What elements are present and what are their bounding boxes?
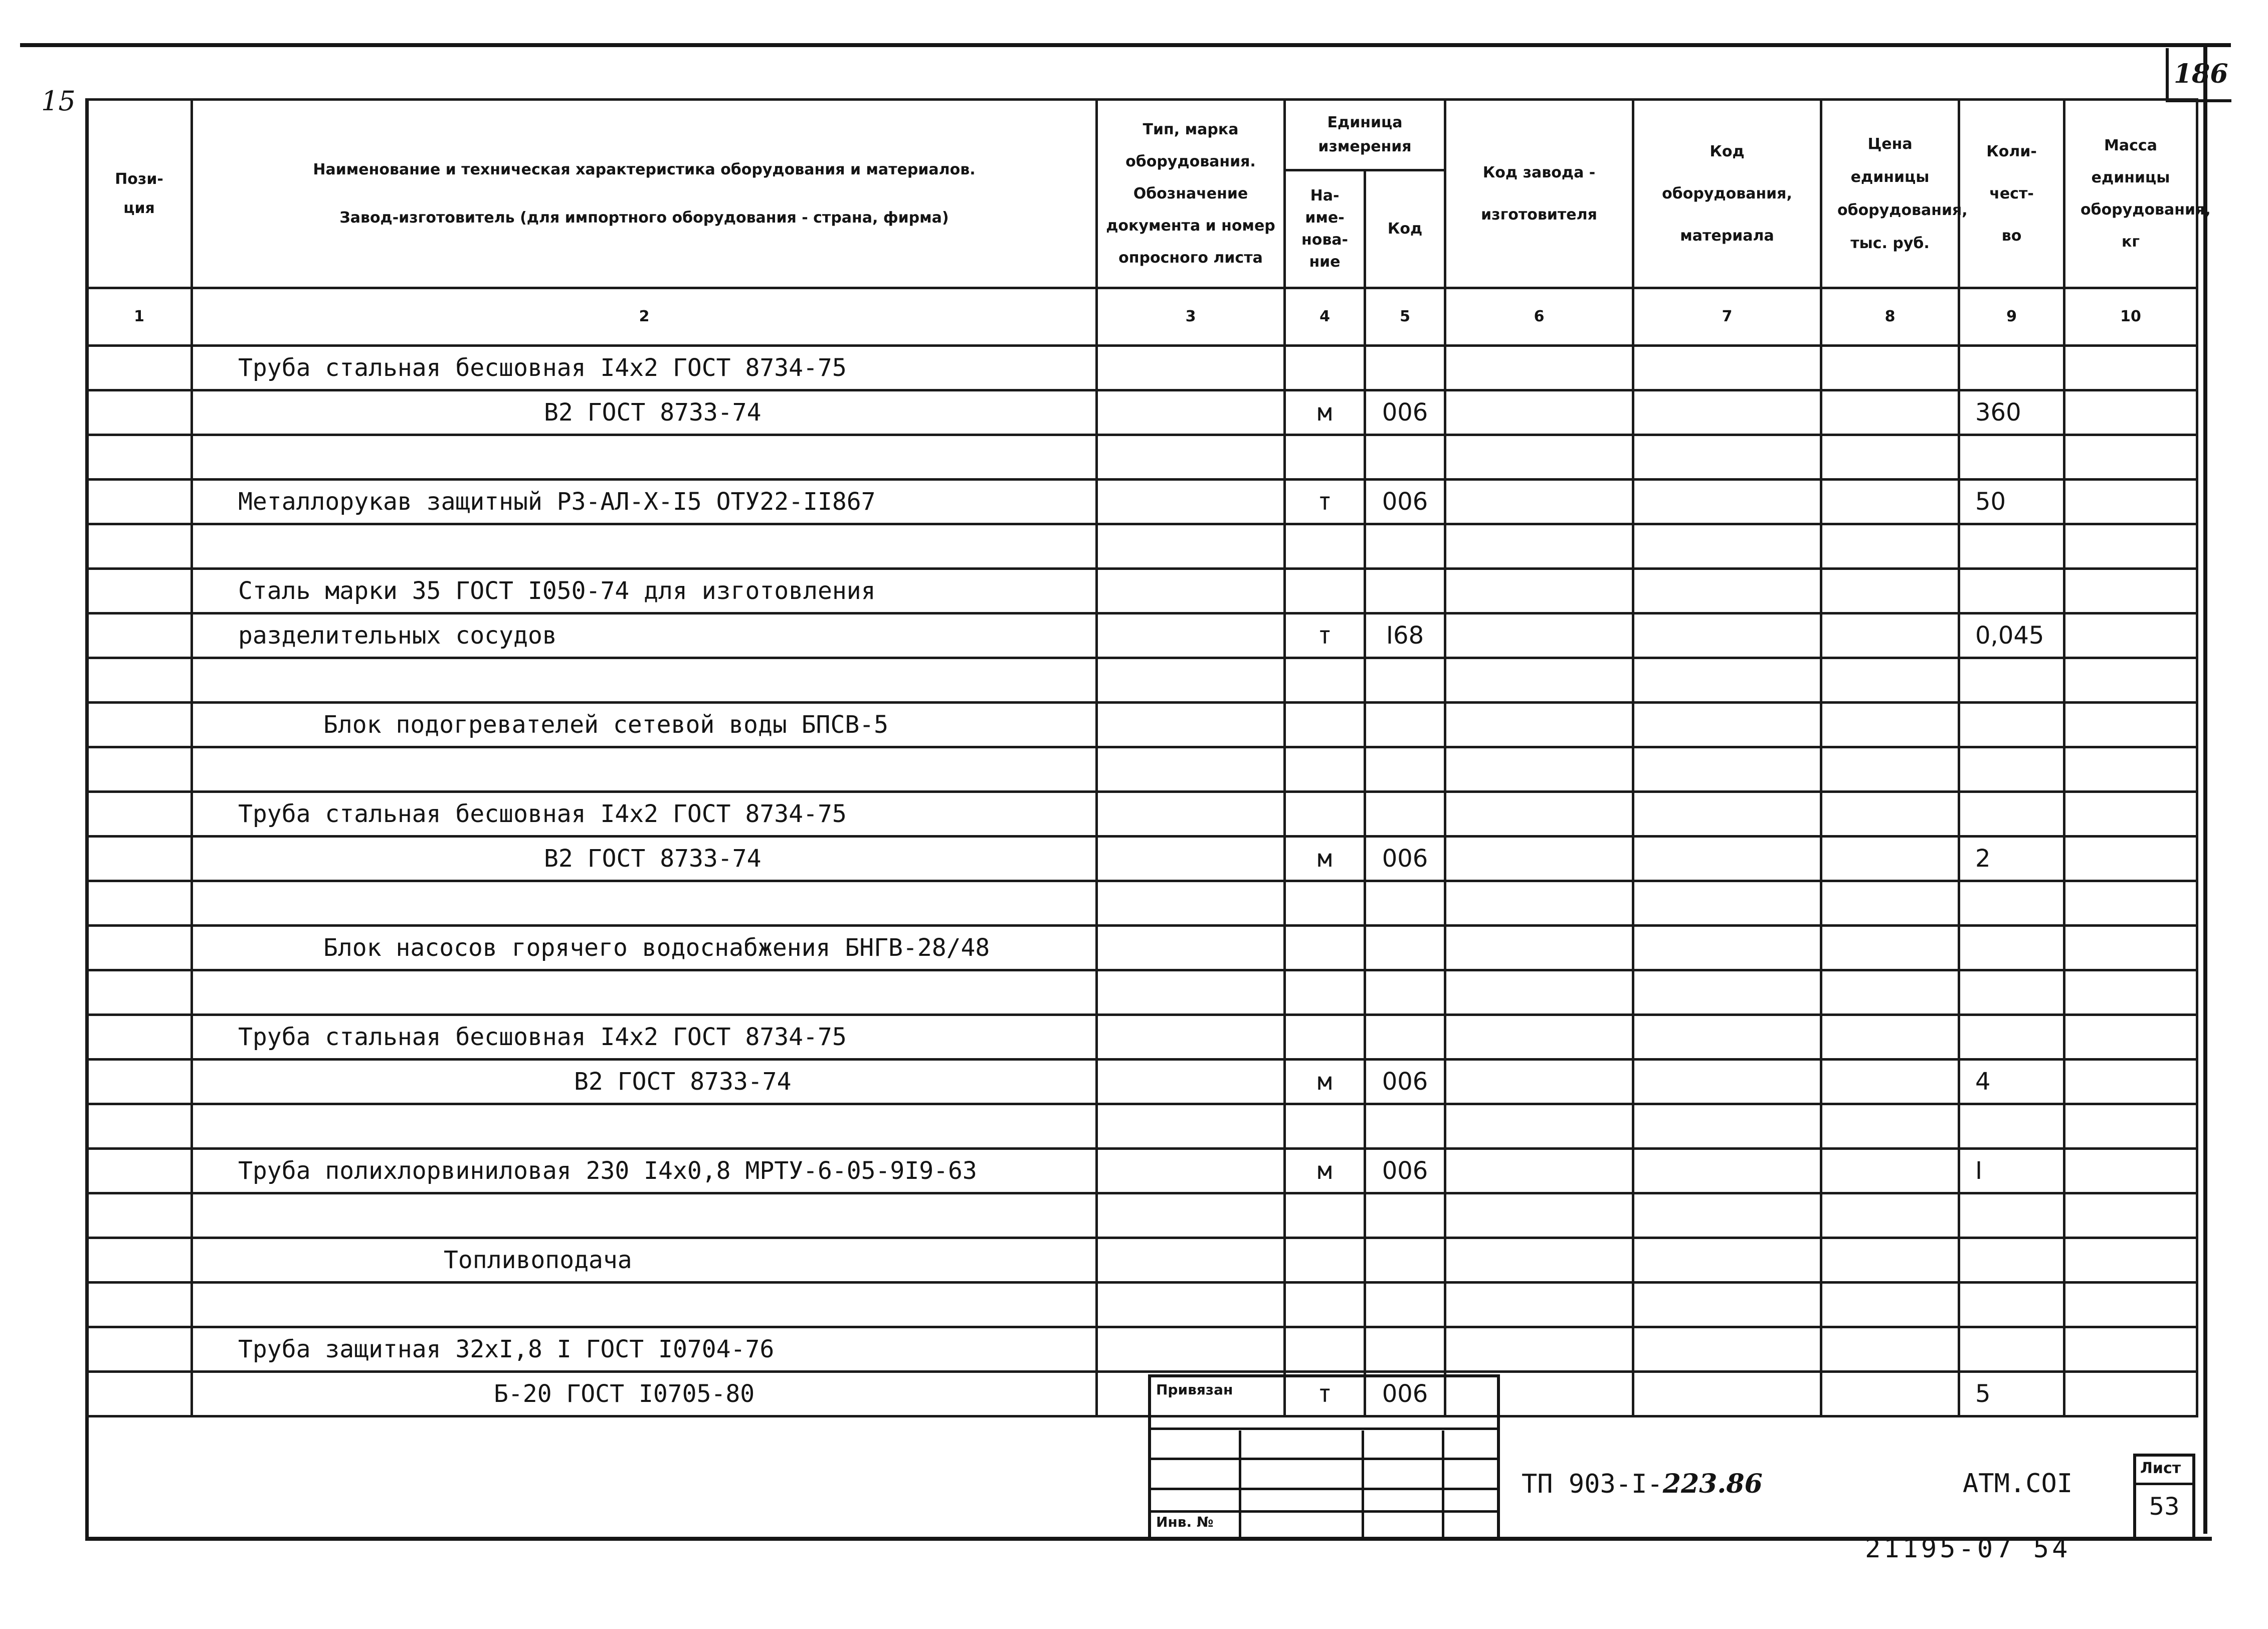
cell-position xyxy=(87,435,192,480)
cell-unit-code xyxy=(1365,1238,1445,1283)
specification-rows xyxy=(87,346,2197,1416)
top-border-line xyxy=(20,43,2231,47)
cell-quantity xyxy=(1959,1283,2064,1327)
cell-name: Труба защитная 32xI,8 I ГОСТ I0704-76 xyxy=(192,1327,1097,1372)
cell-price xyxy=(1821,703,1959,747)
cell-name: Труба стальная бесшовная I4x2 ГОСТ 8734-75 xyxy=(192,1015,1097,1060)
header-unit: Единица измерения xyxy=(1285,100,1445,170)
cell-mass xyxy=(2064,926,2197,970)
cell-equipment-code xyxy=(1633,1283,1821,1327)
cell-unit xyxy=(1285,658,1365,703)
cell-equipment-code xyxy=(1633,435,1821,480)
table-row xyxy=(87,435,2197,480)
cell-name: Топливоподача xyxy=(192,1238,1097,1283)
cell-unit-code: 006 xyxy=(1365,837,1445,881)
document-mark: АТМ.СОI xyxy=(1963,1469,2073,1499)
table-row xyxy=(87,1238,2197,1283)
cell-mass xyxy=(2064,480,2197,524)
cell-mass xyxy=(2064,1060,2197,1104)
cell-unit: т xyxy=(1285,1372,1365,1416)
cell-unit-code: 006 xyxy=(1365,480,1445,524)
cell-quantity xyxy=(1959,658,2064,703)
cell-name: В2 ГОСТ 8733-74 xyxy=(192,837,1097,881)
cell-position xyxy=(87,480,192,524)
cell-type xyxy=(1097,346,1285,390)
table-row xyxy=(87,970,2197,1015)
cell-unit-code: 006 xyxy=(1365,390,1445,435)
cell-plant-code xyxy=(1445,1104,1633,1149)
cell-equipment-code xyxy=(1633,346,1821,390)
column-number-5: 5 xyxy=(1365,288,1445,346)
cell-mass xyxy=(2064,1327,2197,1372)
header-type: Тип, марка оборудования. Обозначение документа и номер опросного листа xyxy=(1097,100,1285,288)
cell-plant-code xyxy=(1445,837,1633,881)
cell-quantity xyxy=(1959,1238,2064,1283)
cell-plant-code xyxy=(1445,1149,1633,1193)
cell-type xyxy=(1097,1193,1285,1238)
cell-position xyxy=(87,970,192,1015)
table-row xyxy=(87,658,2197,703)
cell-type xyxy=(1097,1060,1285,1104)
cell-price xyxy=(1821,569,1959,614)
cell-quantity xyxy=(1959,747,2064,792)
cell-price xyxy=(1821,390,1959,435)
cell-position xyxy=(87,1015,192,1060)
cell-plant-code xyxy=(1445,1238,1633,1283)
cell-price xyxy=(1821,747,1959,792)
cell-name xyxy=(192,658,1097,703)
cell-type xyxy=(1097,658,1285,703)
cell-unit xyxy=(1285,1283,1365,1327)
archive-number: 21195-07 54 xyxy=(1865,1534,2071,1564)
header-unit-name: На- име- нова- ние xyxy=(1285,170,1365,288)
cell-unit xyxy=(1285,1015,1365,1060)
cell-unit xyxy=(1285,1327,1365,1372)
cell-quantity xyxy=(1959,703,2064,747)
cell-quantity: 2 xyxy=(1959,837,2064,881)
cell-unit: м xyxy=(1285,1060,1365,1104)
cell-price xyxy=(1821,1149,1959,1193)
cell-unit-code xyxy=(1365,926,1445,970)
cell-mass xyxy=(2064,703,2197,747)
cell-quantity xyxy=(1959,970,2064,1015)
cell-mass xyxy=(2064,747,2197,792)
cell-unit: м xyxy=(1285,1149,1365,1193)
cell-name: разделительных сосудов xyxy=(192,614,1097,658)
cell-quantity xyxy=(1959,1104,2064,1149)
column-number-8: 8 xyxy=(1821,288,1959,346)
cell-equipment-code xyxy=(1633,524,1821,569)
cell-mass xyxy=(2064,346,2197,390)
cell-position xyxy=(87,390,192,435)
cell-name: Блок подогревателей сетевой воды БПСВ-5 xyxy=(192,703,1097,747)
cell-position xyxy=(87,658,192,703)
cell-type xyxy=(1097,569,1285,614)
column-number-1: 1 xyxy=(87,288,192,346)
cell-mass xyxy=(2064,1372,2197,1416)
cell-quantity xyxy=(1959,569,2064,614)
cell-name: Труба стальная бесшовная I4x2 ГОСТ 8734-75 xyxy=(192,346,1097,390)
cell-unit: м xyxy=(1285,390,1365,435)
table-row xyxy=(87,792,2197,837)
cell-price xyxy=(1821,1283,1959,1327)
cell-price xyxy=(1821,480,1959,524)
sheet-list-box xyxy=(2133,1454,2195,1537)
table-row xyxy=(87,1327,2197,1372)
cell-equipment-code xyxy=(1633,703,1821,747)
cell-position xyxy=(87,614,192,658)
cell-type xyxy=(1097,1104,1285,1149)
cell-unit xyxy=(1285,881,1365,926)
cell-unit-code xyxy=(1365,881,1445,926)
cell-plant-code xyxy=(1445,435,1633,480)
table-row xyxy=(87,524,2197,569)
cell-unit xyxy=(1285,747,1365,792)
cell-quantity: 360 xyxy=(1959,390,2064,435)
cell-plant-code xyxy=(1445,747,1633,792)
cell-unit xyxy=(1285,1193,1365,1238)
cell-name xyxy=(192,1283,1097,1327)
cell-mass xyxy=(2064,1149,2197,1193)
sheet-list-label: Лист xyxy=(2140,1460,2181,1477)
cell-position xyxy=(87,1149,192,1193)
cell-type xyxy=(1097,435,1285,480)
cell-equipment-code xyxy=(1633,480,1821,524)
cell-quantity: 4 xyxy=(1959,1060,2064,1104)
cell-mass xyxy=(2064,1283,2197,1327)
cell-quantity xyxy=(1959,524,2064,569)
cell-plant-code xyxy=(1445,1015,1633,1060)
cell-plant-code xyxy=(1445,569,1633,614)
cell-price xyxy=(1821,1193,1959,1238)
header-mass: Масса единицы оборудования, кг xyxy=(2064,100,2197,288)
cell-type xyxy=(1097,1327,1285,1372)
cell-type xyxy=(1097,480,1285,524)
cell-type xyxy=(1097,926,1285,970)
cell-unit-code xyxy=(1365,703,1445,747)
table-row xyxy=(87,346,2197,390)
cell-unit-code xyxy=(1365,1327,1445,1372)
cell-equipment-code xyxy=(1633,390,1821,435)
sheet-number: 186 xyxy=(2174,59,2228,89)
cell-equipment-code xyxy=(1633,1372,1821,1416)
cell-unit-code xyxy=(1365,970,1445,1015)
cell-equipment-code xyxy=(1633,1327,1821,1372)
table-row xyxy=(87,1104,2197,1149)
cell-mass xyxy=(2064,970,2197,1015)
cell-equipment-code xyxy=(1633,1015,1821,1060)
cell-equipment-code xyxy=(1633,970,1821,1015)
cell-quantity: 50 xyxy=(1959,480,2064,524)
column-number-10: 10 xyxy=(2064,288,2197,346)
cell-unit-code xyxy=(1365,524,1445,569)
cell-plant-code xyxy=(1445,703,1633,747)
cell-unit-code xyxy=(1365,658,1445,703)
cell-unit-code xyxy=(1365,1015,1445,1060)
cell-equipment-code xyxy=(1633,658,1821,703)
cell-plant-code xyxy=(1445,1327,1633,1372)
cell-equipment-code xyxy=(1633,792,1821,837)
cell-quantity: 5 xyxy=(1959,1372,2064,1416)
cell-quantity xyxy=(1959,881,2064,926)
cell-type xyxy=(1097,524,1285,569)
cell-position xyxy=(87,1193,192,1238)
table-row xyxy=(87,1283,2197,1327)
cell-quantity xyxy=(1959,1015,2064,1060)
cell-type xyxy=(1097,1149,1285,1193)
table-row xyxy=(87,1060,2197,1104)
cell-price xyxy=(1821,970,1959,1015)
column-number-2: 2 xyxy=(192,288,1097,346)
table-row xyxy=(87,703,2197,747)
cell-equipment-code xyxy=(1633,1060,1821,1104)
cell-unit-code xyxy=(1365,569,1445,614)
cell-unit xyxy=(1285,1104,1365,1149)
cell-plant-code xyxy=(1445,346,1633,390)
cell-mass xyxy=(2064,881,2197,926)
cell-plant-code xyxy=(1445,926,1633,970)
cell-price xyxy=(1821,926,1959,970)
cell-unit-code: 006 xyxy=(1365,1149,1445,1193)
cell-quantity xyxy=(1959,435,2064,480)
cell-type xyxy=(1097,970,1285,1015)
cell-quantity xyxy=(1959,926,2064,970)
header-name: Наименование и техническая характеристика оборудования и материалов. Завод-изготовитель (для импортного оборудования - страна, фирма) xyxy=(192,100,1097,288)
column-number-6: 6 xyxy=(1445,288,1633,346)
cell-price xyxy=(1821,837,1959,881)
cell-equipment-code xyxy=(1633,881,1821,926)
header-unit-code: Код xyxy=(1365,170,1445,288)
cell-unit: т xyxy=(1285,480,1365,524)
cell-plant-code xyxy=(1445,390,1633,435)
cell-quantity xyxy=(1959,792,2064,837)
cell-position xyxy=(87,1283,192,1327)
cell-mass xyxy=(2064,524,2197,569)
cell-unit xyxy=(1285,792,1365,837)
cell-name xyxy=(192,970,1097,1015)
cell-equipment-code xyxy=(1633,1238,1821,1283)
cell-type xyxy=(1097,1015,1285,1060)
cell-type xyxy=(1097,614,1285,658)
binding-stamp xyxy=(1148,1374,1500,1540)
cell-plant-code xyxy=(1445,1283,1633,1327)
cell-equipment-code xyxy=(1633,1193,1821,1238)
cell-price xyxy=(1821,658,1959,703)
header-equipment-code: Код оборудования, материала xyxy=(1633,100,1821,288)
stamp-bound-label: Привязан xyxy=(1156,1381,1233,1398)
cell-position xyxy=(87,346,192,390)
cell-position xyxy=(87,926,192,970)
cell-unit-code xyxy=(1365,1193,1445,1238)
cell-equipment-code xyxy=(1633,747,1821,792)
cell-price xyxy=(1821,881,1959,926)
cell-mass xyxy=(2064,1015,2197,1060)
cell-unit xyxy=(1285,703,1365,747)
table-row xyxy=(87,1015,2197,1060)
cell-price xyxy=(1821,524,1959,569)
cell-mass xyxy=(2064,1193,2197,1238)
cell-plant-code xyxy=(1445,480,1633,524)
cell-name xyxy=(192,881,1097,926)
cell-mass xyxy=(2064,792,2197,837)
cell-type xyxy=(1097,747,1285,792)
cell-position xyxy=(87,837,192,881)
cell-type xyxy=(1097,881,1285,926)
cell-name xyxy=(192,747,1097,792)
cell-unit xyxy=(1285,435,1365,480)
cell-unit xyxy=(1285,346,1365,390)
cell-price xyxy=(1821,1015,1959,1060)
cell-mass xyxy=(2064,1238,2197,1283)
cell-price xyxy=(1821,435,1959,480)
cell-name: В2 ГОСТ 8733-74 xyxy=(192,390,1097,435)
cell-position xyxy=(87,524,192,569)
cell-name: Труба стальная бесшовная I4x2 ГОСТ 8734-75 xyxy=(192,792,1097,837)
cell-mass xyxy=(2064,614,2197,658)
table-row xyxy=(87,480,2197,524)
cell-plant-code xyxy=(1445,792,1633,837)
cell-type xyxy=(1097,703,1285,747)
cell-price xyxy=(1821,1238,1959,1283)
cell-name: Б-20 ГОСТ I0705-80 xyxy=(192,1372,1097,1416)
cell-unit-code xyxy=(1365,435,1445,480)
cell-unit-code xyxy=(1365,1104,1445,1149)
cell-price xyxy=(1821,1104,1959,1149)
cell-name: Труба полихлорвиниловая 230 I4x0,8 МРТУ-6-05-9I9-63 xyxy=(192,1149,1097,1193)
table-row xyxy=(87,837,2197,881)
cell-mass xyxy=(2064,435,2197,480)
cell-unit xyxy=(1285,524,1365,569)
cell-position xyxy=(87,1372,192,1416)
table-row xyxy=(87,881,2197,926)
cell-equipment-code xyxy=(1633,1149,1821,1193)
cell-unit xyxy=(1285,926,1365,970)
cell-plant-code xyxy=(1445,658,1633,703)
cell-type xyxy=(1097,792,1285,837)
cell-unit-code xyxy=(1365,1283,1445,1327)
stamp-inventory-label: Инв. № xyxy=(1156,1514,1214,1530)
cell-position xyxy=(87,1238,192,1283)
cell-unit xyxy=(1285,1238,1365,1283)
header-quantity: Коли- чест- во xyxy=(1959,100,2064,288)
cell-price xyxy=(1821,792,1959,837)
cell-name xyxy=(192,1104,1097,1149)
cell-plant-code xyxy=(1445,524,1633,569)
sheet-list-number: 53 xyxy=(2149,1493,2180,1521)
cell-price xyxy=(1821,614,1959,658)
cell-name xyxy=(192,435,1097,480)
cell-mass xyxy=(2064,569,2197,614)
table-row xyxy=(87,926,2197,970)
cell-unit-code xyxy=(1365,346,1445,390)
cell-unit: м xyxy=(1285,837,1365,881)
cell-name: Металлорукав защитный РЗ-АЛ-Х-I5 ОТУ22-II867 xyxy=(192,480,1097,524)
cell-unit xyxy=(1285,970,1365,1015)
cell-plant-code xyxy=(1445,614,1633,658)
cell-unit-code xyxy=(1365,792,1445,837)
header-price: Цена единицы оборудования, тыс. руб. xyxy=(1821,100,1959,288)
cell-plant-code xyxy=(1445,970,1633,1015)
column-number-9: 9 xyxy=(1959,288,2064,346)
cell-price xyxy=(1821,1060,1959,1104)
column-number-3: 3 xyxy=(1097,288,1285,346)
cell-price xyxy=(1821,1372,1959,1416)
cell-type xyxy=(1097,837,1285,881)
cell-unit-code: 006 xyxy=(1365,1060,1445,1104)
table-row xyxy=(87,614,2197,658)
table-row xyxy=(87,747,2197,792)
table-row xyxy=(87,1372,2197,1416)
table-row xyxy=(87,1149,2197,1193)
cell-name: В2 ГОСТ 8733-74 xyxy=(192,1060,1097,1104)
cell-mass xyxy=(2064,658,2197,703)
cell-position xyxy=(87,703,192,747)
cell-position xyxy=(87,747,192,792)
cell-quantity: 0,045 xyxy=(1959,614,2064,658)
cell-mass xyxy=(2064,1104,2197,1149)
cell-position xyxy=(87,792,192,837)
cell-unit xyxy=(1285,569,1365,614)
cell-position xyxy=(87,1104,192,1149)
cell-price xyxy=(1821,346,1959,390)
table-row xyxy=(87,1193,2197,1238)
header-plant-code: Код завода - изготовителя xyxy=(1445,100,1633,288)
document-code xyxy=(1522,1469,1763,1499)
cell-position xyxy=(87,881,192,926)
cell-mass xyxy=(2064,390,2197,435)
cell-quantity: I xyxy=(1959,1149,2064,1193)
cell-name: Сталь марки 35 ГОСТ I050-74 для изготовления xyxy=(192,569,1097,614)
cell-plant-code xyxy=(1445,1193,1633,1238)
column-number-7: 7 xyxy=(1633,288,1821,346)
column-number-4: 4 xyxy=(1285,288,1365,346)
cell-unit-code: 006 xyxy=(1365,1372,1445,1416)
cell-equipment-code xyxy=(1633,569,1821,614)
margin-note: 15 xyxy=(41,85,76,117)
cell-quantity xyxy=(1959,1193,2064,1238)
cell-equipment-code xyxy=(1633,926,1821,970)
document-code-suffix: 223.86 xyxy=(1662,1469,1763,1499)
cell-position xyxy=(87,1327,192,1372)
cell-mass xyxy=(2064,837,2197,881)
specification-table xyxy=(85,98,2211,1417)
cell-name xyxy=(192,1193,1097,1238)
cell-type xyxy=(1097,1238,1285,1283)
cell-name: Блок насосов горячего водоснабжения БНГВ-28/48 xyxy=(192,926,1097,970)
cell-name xyxy=(192,524,1097,569)
table-row xyxy=(87,390,2197,435)
cell-position xyxy=(87,569,192,614)
cell-quantity xyxy=(1959,1327,2064,1372)
cell-unit-code xyxy=(1365,747,1445,792)
cell-equipment-code xyxy=(1633,1104,1821,1149)
table-row xyxy=(87,569,2197,614)
cell-type xyxy=(1097,390,1285,435)
header-position: Пози- ция xyxy=(87,100,192,288)
cell-plant-code xyxy=(1445,1060,1633,1104)
cell-unit: т xyxy=(1285,614,1365,658)
cell-position xyxy=(87,1060,192,1104)
cell-plant-code xyxy=(1445,881,1633,926)
cell-equipment-code xyxy=(1633,837,1821,881)
cell-quantity xyxy=(1959,346,2064,390)
cell-price xyxy=(1821,1327,1959,1372)
cell-equipment-code xyxy=(1633,614,1821,658)
cell-type xyxy=(1097,1283,1285,1327)
cell-unit-code: I68 xyxy=(1365,614,1445,658)
document-code-prefix: ТП 903-I- xyxy=(1522,1469,1663,1499)
